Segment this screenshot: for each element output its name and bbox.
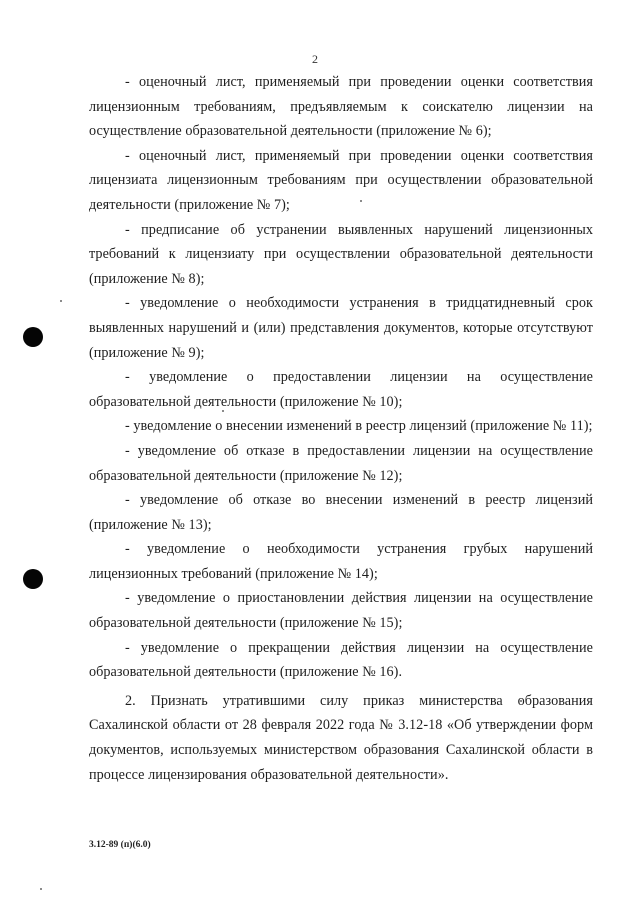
list-item-appendix-14: - уведомление о необходимости устранения грубых нарушений лицензионных требований (приложение № 14); — [89, 541, 593, 582]
list-item-appendix-12: - уведомление об отказе в предоставлении лицензии на осуществление образовательной деятельности (приложение № 12); — [89, 442, 593, 484]
punch-hole-top — [23, 327, 43, 347]
list-item-appendix-7: - оценочный лист, применяемый при проведении оценки соответствия лицензиата лицензионным требованиям при осуществлении образовательной деятельности (приложение № 7); — [89, 147, 593, 213]
document-code: 3.12-89 (п)(6.0) — [89, 840, 151, 850]
clause-2-paragraph: 2. Признать утратившими силу приказ министерства образования Сахалинской области от 28 февраля 2022 года № 3.12-18 «Об утверждении форм документов, используемых министерством образования Сахалинской области в процессе лицензирования образовательной деятельности». — [89, 692, 593, 783]
list-item-appendix-15: - уведомление о приостановлении действия лицензии на осуществление образовательной деятельности (приложение № 15); — [89, 590, 593, 632]
list-item-appendix-11: - уведомление о внесении изменений в реестр лицензий (приложение № 11); — [125, 418, 593, 435]
punch-hole-bottom — [23, 569, 43, 589]
list-item-appendix-6: - оценочный лист, применяемый при проведении оценки соответствия лицензионным требованиям, предъявляемым к соискателю лицензии на осуществление образовательной деятельности (приложение № 6); — [89, 74, 593, 140]
list-item-appendix-13: - уведомление об отказе во внесении изменений в реестр лицензий (приложение № 13); — [89, 492, 593, 533]
list-item-appendix-10: - уведомление о предоставлении лицензии на осуществление образовательной деятельности (приложение № 10); — [89, 369, 593, 410]
list-item-appendix-8: - предписание об устранении выявленных нарушений лицензионных требований к лицензиату при осуществлении образовательной деятельности (приложение № 8); — [89, 221, 593, 287]
document-body — [89, 70, 593, 787]
page-number: 2 — [312, 52, 318, 66]
scan-speck — [40, 888, 42, 890]
scan-speck — [60, 300, 62, 302]
list-item-appendix-9: - уведомление о необходимости устранения в тридцатидневный срок выявленных нарушений и (или) представления документов, которые отсутствуют (приложение № 9); — [89, 295, 593, 361]
list-item-appendix-16: - уведомление о прекращении действия лицензии на осуществление образовательной деятельности (приложение № 16). — [89, 639, 593, 681]
